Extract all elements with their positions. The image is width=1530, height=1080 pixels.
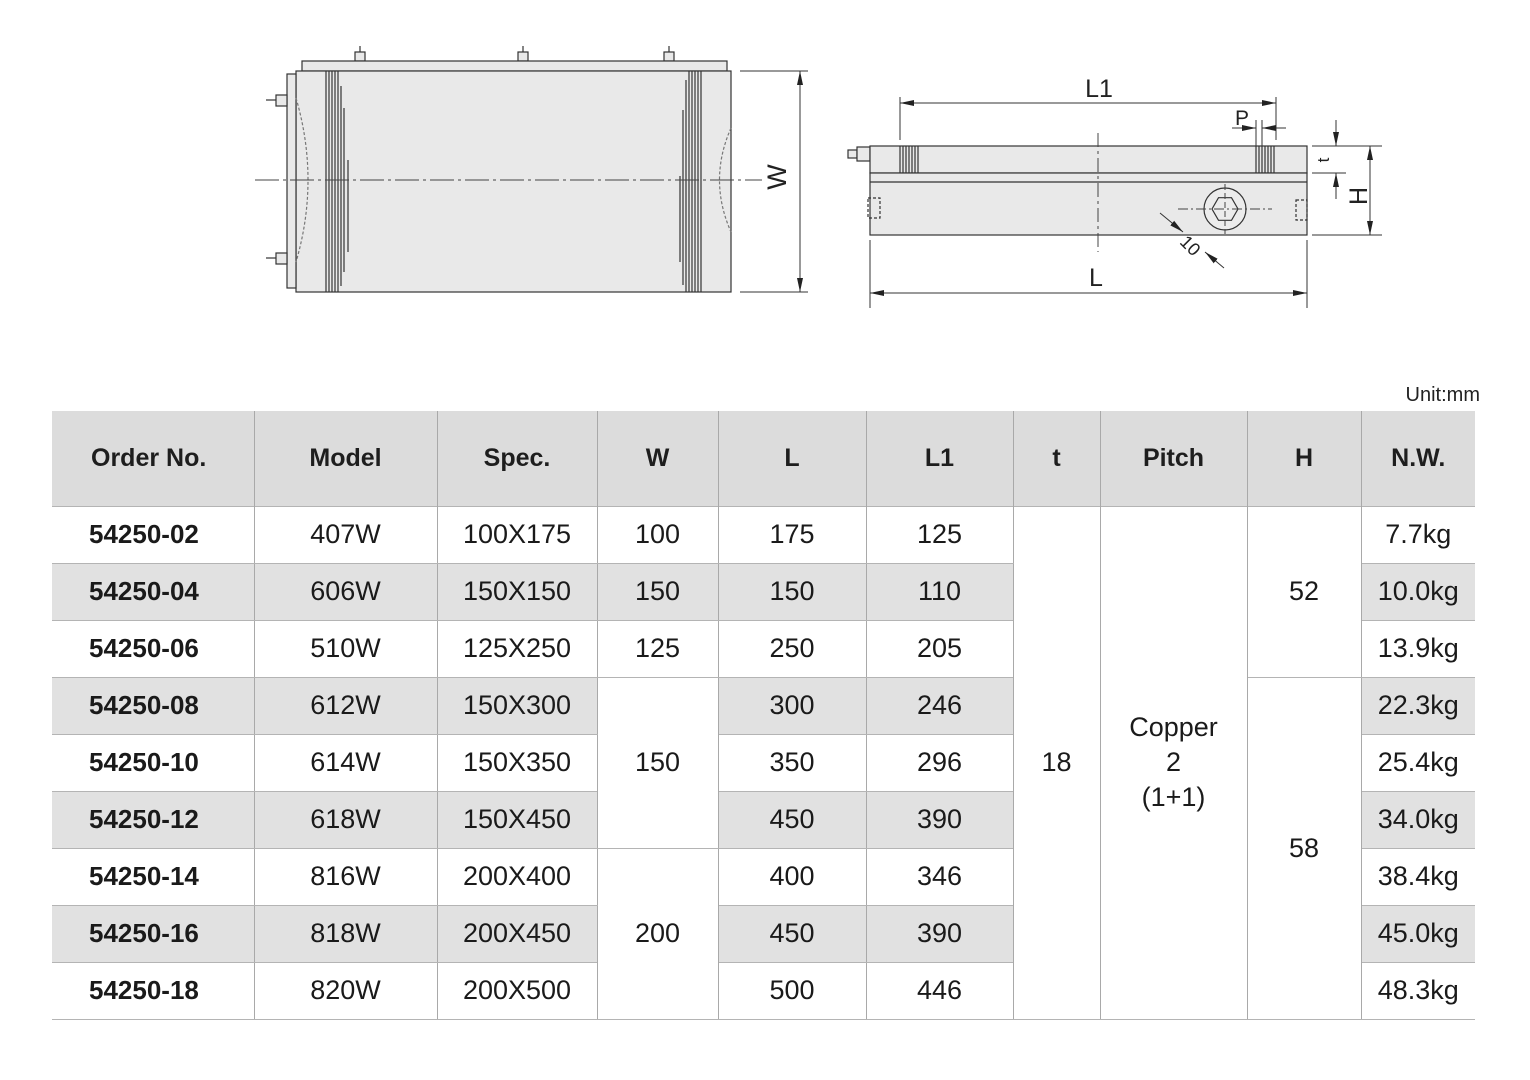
- cell-l: 500: [718, 962, 866, 1019]
- cell-l: 250: [718, 620, 866, 677]
- cell-l: 350: [718, 734, 866, 791]
- cell-spec: 150X150: [437, 563, 597, 620]
- top-view: [255, 46, 762, 292]
- cell-l: 150: [718, 563, 866, 620]
- cell-model: 816W: [254, 848, 437, 905]
- header-pitch: Pitch: [1100, 411, 1247, 506]
- cell-order-no: 54250-04: [52, 563, 254, 620]
- dimension-l1: [900, 97, 1276, 140]
- cell-l: 400: [718, 848, 866, 905]
- cell-nw: 34.0kg: [1361, 791, 1475, 848]
- top-plate: [302, 61, 727, 71]
- cell-model: 407W: [254, 506, 437, 563]
- header-order-no: Order No.: [52, 411, 254, 506]
- technical-drawing: [0, 0, 1530, 340]
- dimension-h-label: H: [1345, 186, 1373, 206]
- cell-pitch-merged: [1100, 506, 1247, 1019]
- header-spec: Spec.: [437, 411, 597, 506]
- cell-l1: 390: [866, 905, 1013, 962]
- cell-spec: 125X250: [437, 620, 597, 677]
- pitch-material: Copper: [1129, 712, 1218, 742]
- cell-nw: 13.9kg: [1361, 620, 1475, 677]
- unit-label: Unit:mm: [1405, 384, 1480, 406]
- cell-t-merged: 18: [1013, 506, 1100, 1019]
- dimension-l1-label: L1: [1085, 75, 1113, 103]
- cell-order-no: 54250-02: [52, 506, 254, 563]
- cell-spec: 200X450: [437, 905, 597, 962]
- header-nw: N.W.: [1361, 411, 1475, 506]
- cell-l: 300: [718, 677, 866, 734]
- cell-order-no: 54250-18: [52, 962, 254, 1019]
- cell-spec: 150X450: [437, 791, 597, 848]
- header-l1: L1: [866, 411, 1013, 506]
- cell-order-no: 54250-12: [52, 791, 254, 848]
- cell-l1: 125: [866, 506, 1013, 563]
- cell-model: 818W: [254, 905, 437, 962]
- cell-l1: 205: [866, 620, 1013, 677]
- cell-nw: 38.4kg: [1361, 848, 1475, 905]
- side-stripes-right: [1256, 146, 1274, 173]
- cell-nw: 7.7kg: [1361, 506, 1475, 563]
- dimension-hex-label: 10: [1176, 231, 1205, 260]
- cell-model: 614W: [254, 734, 437, 791]
- header-w: W: [597, 411, 718, 506]
- cell-l: 175: [718, 506, 866, 563]
- cell-nw: 45.0kg: [1361, 905, 1475, 962]
- cell-l: 450: [718, 905, 866, 962]
- cell-spec: 150X300: [437, 677, 597, 734]
- cell-model: 820W: [254, 962, 437, 1019]
- cell-l1: 446: [866, 962, 1013, 1019]
- cell-spec: 200X500: [437, 962, 597, 1019]
- pitch-value: 2: [1165, 747, 1182, 777]
- cell-spec: 100X175: [437, 506, 597, 563]
- side-knob: [848, 147, 870, 161]
- cell-h-merged: 52: [1247, 506, 1361, 677]
- cell-nw: 10.0kg: [1361, 563, 1475, 620]
- cell-l1: 110: [866, 563, 1013, 620]
- cell-spec: 150X350: [437, 734, 597, 791]
- cell-w: 100: [597, 506, 718, 563]
- header-l: L: [718, 411, 866, 506]
- cell-w: 125: [597, 620, 718, 677]
- top-bolts: [355, 46, 674, 61]
- cell-w: 150: [597, 563, 718, 620]
- dimension-t-label: t: [1314, 157, 1333, 163]
- spec-table: [52, 411, 1475, 1020]
- cell-h-merged: 58: [1247, 677, 1361, 1019]
- cell-l1: 246: [866, 677, 1013, 734]
- left-side-plate: [287, 74, 296, 288]
- cell-l: 450: [718, 791, 866, 848]
- table-header-row: [52, 411, 1475, 506]
- side-view: [848, 133, 1307, 252]
- dimension-w-label: W: [762, 164, 792, 190]
- cell-l1: 390: [866, 791, 1013, 848]
- cell-nw: 48.3kg: [1361, 962, 1475, 1019]
- cell-model: 618W: [254, 791, 437, 848]
- cell-order-no: 54250-06: [52, 620, 254, 677]
- pitch-breakdown: (1+1): [1141, 782, 1206, 812]
- cell-order-no: 54250-10: [52, 734, 254, 791]
- cell-order-no: 54250-14: [52, 848, 254, 905]
- cell-spec: 200X400: [437, 848, 597, 905]
- cell-l1: 346: [866, 848, 1013, 905]
- table-row: [52, 506, 1475, 563]
- cell-order-no: 54250-16: [52, 905, 254, 962]
- dimension-l-label: L: [1089, 264, 1103, 292]
- cell-nw: 25.4kg: [1361, 734, 1475, 791]
- cell-w-merged: 150: [597, 677, 718, 848]
- cell-model: 612W: [254, 677, 437, 734]
- header-h: H: [1247, 411, 1361, 506]
- side-stripes-left: [900, 146, 918, 173]
- dimension-p-label: P: [1234, 107, 1250, 130]
- table-row: [52, 677, 1475, 734]
- side-top-plate: [870, 146, 1307, 173]
- chuck-body-top-view: [296, 71, 731, 292]
- cell-l1: 296: [866, 734, 1013, 791]
- cell-nw: 22.3kg: [1361, 677, 1475, 734]
- cell-model: 606W: [254, 563, 437, 620]
- header-t: t: [1013, 411, 1100, 506]
- cell-model: 510W: [254, 620, 437, 677]
- header-model: Model: [254, 411, 437, 506]
- cell-w-merged: 200: [597, 848, 718, 1019]
- cell-order-no: 54250-08: [52, 677, 254, 734]
